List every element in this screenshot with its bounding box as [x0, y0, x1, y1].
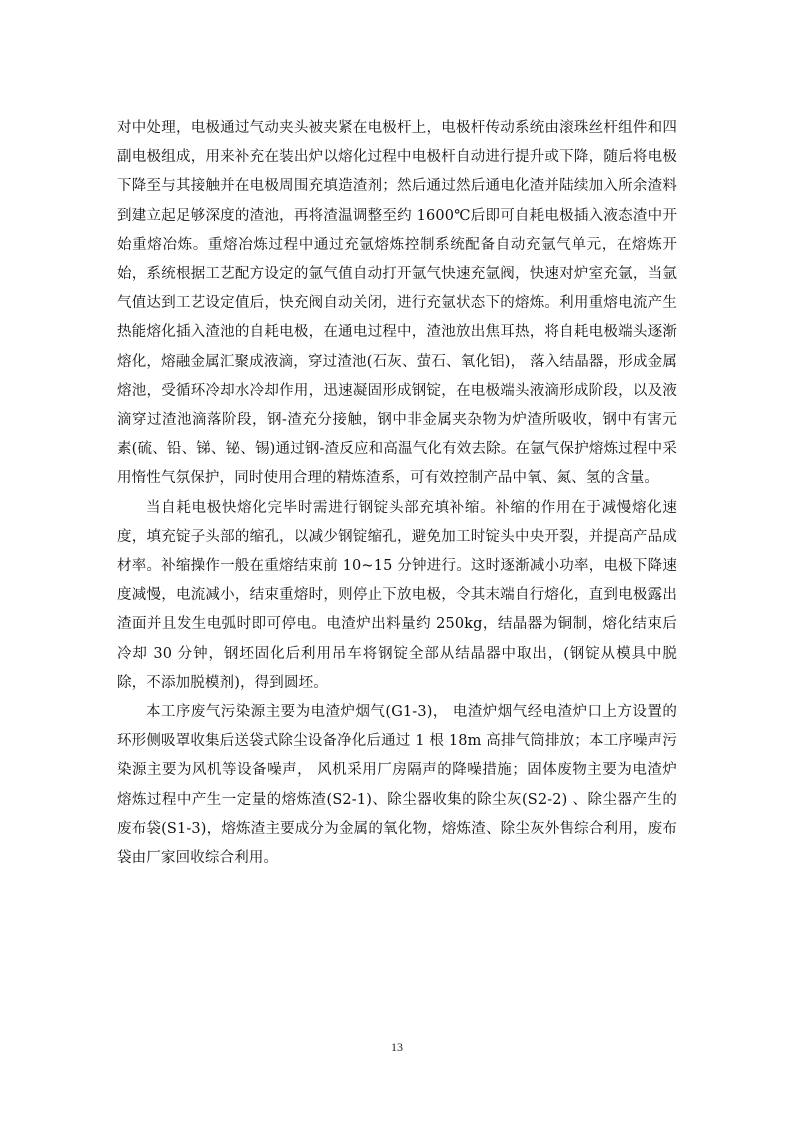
paragraph-2: 当自耗电极快熔化完毕时需进行钢锭头部充填补缩。补缩的作用在于减慢熔化速度，填充锭子头部的缩孔，以减少钢锭缩孔，避免加工时锭头中央开裂，并提高产品成材率。补缩操作一般在重熔结束前 10~15 分钟进行。这时逐渐减小功率，电极下降速度减慢，电流减小，结束重熔时，则停止下放电极，令其末端自行熔化，直到电极露出渣面并且发生电弧时即可停电。电渣炉出料量约 250kg，结晶器为铜制，熔化结束后冷却 30 分钟，钢坯固化后利用吊车将钢锭全部从结晶器中取出，(钢锭从模具中脱除，不添加脱模剂)，得到圆坯。 [117, 499, 677, 691]
paragraph-1: 对中处理，电极通过气动夹头被夹紧在电极杆上，电极杆传动系统由滚珠丝杆组件和四副电极组成，用来补充在装出炉以熔化过程中电极杆自动进行提升或下降，随后将电极下降至与其接触并在电极周围充填造渣剂；然后通过然后通电化渣并陆续加入所余渣料到建立起足够深度的渣池，再将渣温调整至约 1600℃后即可自耗电极插入液态渣中开始重熔冶炼。重熔冶炼过程中通过充氩熔炼控制系统配备自动充氩气单元，在熔炼开始，系统根据工艺配方设定的氩气值自动打开氩气快速充氩阀，快速对炉室充氩，当氩气值达到工艺设定值后，快充阀自动关闭，进行充氩状态下的熔炼。利用重熔电流产生热能熔化插入渣池的自耗电极，在通电过程中，渣池放出焦耳热，将自耗电极端头逐渐熔化，熔融金属汇聚成液滴，穿过渣池(石灰、萤石、氧化铝)， 落入结晶器，形成金属熔池，受循环冷却水冷却作用，迅速凝固形成钢锭，在电极端头液滴形成阶段，以及液滴穿过渣池滴落阶段，钢-渣充分接触，钢中非金属夹杂物为炉渣所吸收，钢中有害元素(硫、铅、锑、铋、锡)通过钢-渣反应和高温气化有效去除。在氩气保护熔炼过程中采用惰性气氛保护，同时使用合理的精炼渣系，可有效控制产品中氧、氮、氢的含量。 [117, 120, 677, 487]
body-text [117, 114, 677, 873]
paragraph-3: 本工序废气污染源主要为电渣炉烟气(G1-3)， 电渣炉烟气经电渣炉口上方设置的环形侧吸罩收集后送袋式除尘设备净化后通过 1 根 18m 高排气筒排放；本工序噪声污染源主要为风机等设备噪声， 风机采用厂房隔声的降噪措施；固体废物主要为电渣炉熔炼过程中产生一定量的熔炼渣(S2-1)、除尘器收集的除尘灰(S2-2) 、除尘器产生的废布袋(S1-3)，熔炼渣主要成分为金属的氧化物，熔炼渣、除尘灰外售综合利用，废布袋由厂家回收综合利用。 [117, 704, 677, 867]
page-number: 13 [391, 1040, 403, 1054]
